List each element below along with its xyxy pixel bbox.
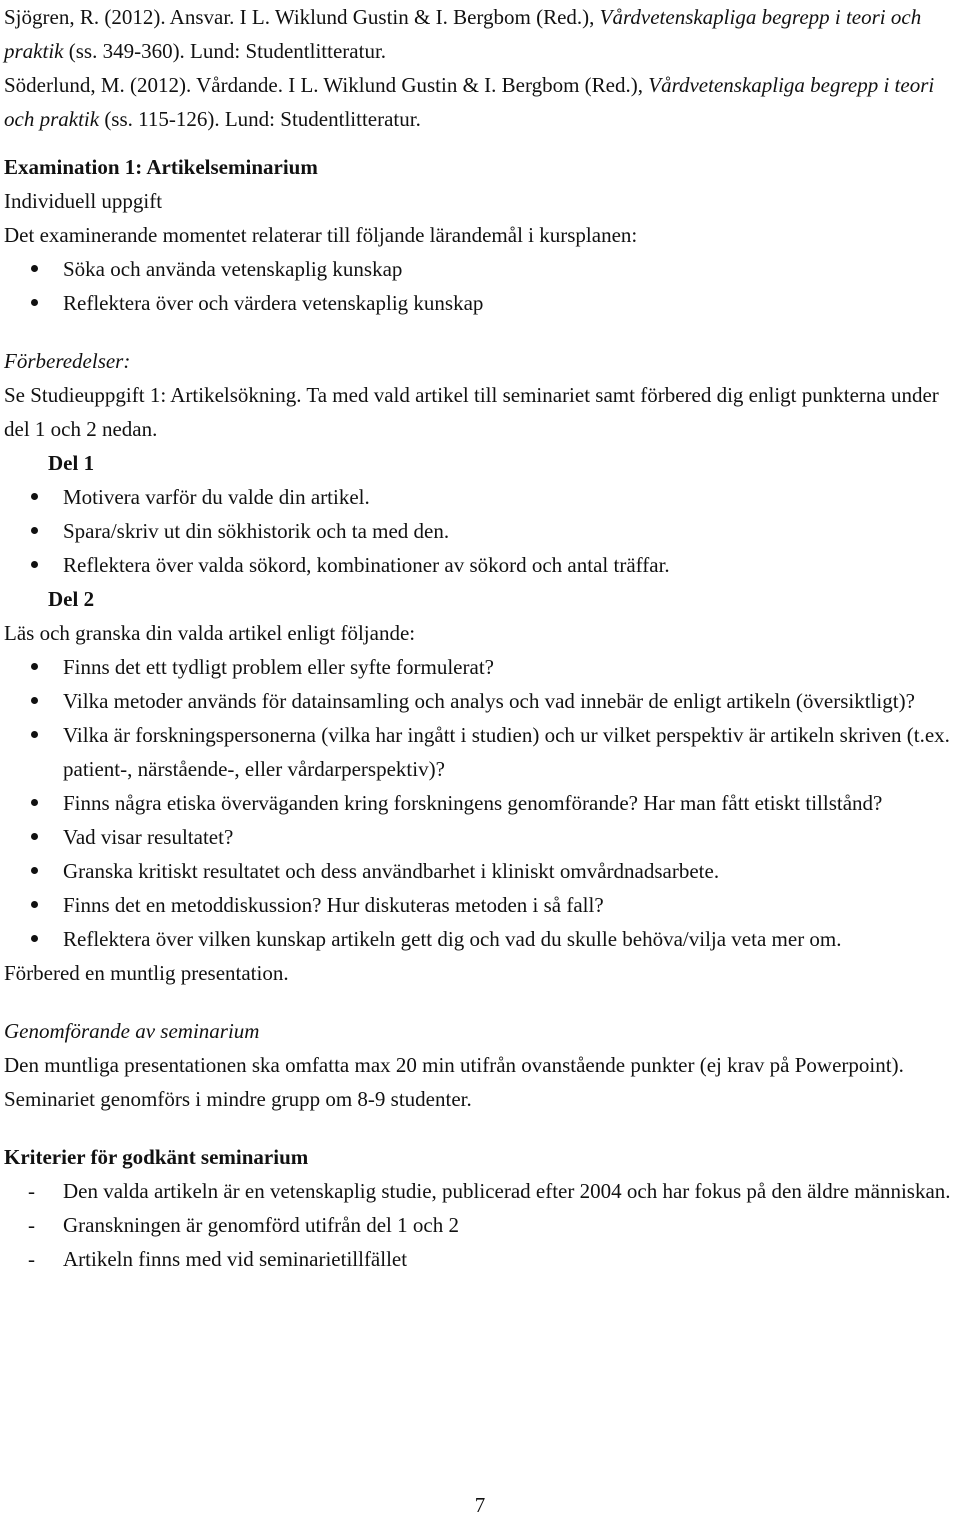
reference-book-title: Vårdvetenskapliga begrepp i teori och praktik [4,73,935,131]
part2-list [4,650,956,956]
part2-heading: Del 2 [48,587,95,611]
list-item: Vilka metoder används för datainsamling och analys och vad innebär de enligt artikeln (översiktligt)? [4,684,956,718]
reference-list [4,0,956,136]
reference-item [4,0,956,68]
part1-list [4,480,956,582]
preparations-text: Se Studieuppgift 1: Artikelsökning. Ta med vald artikel till seminariet samt förbered dig enligt punkterna under del 1 och 2 nedan. [4,383,939,441]
reference-pages: (ss. 349-360). Lund: Studentlitteratur. [68,39,387,63]
list-item: Finns några etiska överväganden kring forskningens genomförande? Har man fått etiskt tillstånd? [4,786,956,820]
list-item: Spara/skriv ut din sökhistorik och ta med den. [4,514,956,548]
exam-type: Individuell uppgift [4,189,163,213]
reference-author: Söderlund, M. (2012). Vårdande. I L. Wiklund Gustin & I. Bergbom (Red.), [4,73,643,97]
learning-goals-list [4,252,956,320]
preparations-closing: Förbered en muntlig presentation. [4,961,289,985]
list-item: Vad visar resultatet? [4,820,956,854]
exam-title: Examination 1: Artikelseminarium [4,155,318,179]
page-number: 7 [474,1493,486,1517]
reference-item [4,68,956,136]
seminar-heading: Genomförande av seminarium [4,1019,260,1043]
criteria-heading: Kriterier för godkänt seminarium [4,1145,309,1169]
reference-author: Sjögren, R. (2012). Ansvar. I L. Wiklund Gustin & I. Bergbom (Red.), [4,5,595,29]
list-item: Finns det en metoddiskussion? Hur diskuteras metoden i så fall? [4,888,956,922]
list-item: Finns det ett tydligt problem eller syfte formulerat? [4,650,956,684]
list-item: Granska kritiskt resultatet och dess användbarhet i kliniskt omvårdnadsarbete. [4,854,956,888]
reference-book-title: Vårdvetenskapliga begrepp i teori och praktik [4,5,922,63]
part2-intro: Läs och granska din valda artikel enligt följande: [4,621,416,645]
list-item: - Den valda artikeln är en vetenskaplig studie, publicerad efter 2004 och har fokus på den äldre människan. [4,1174,956,1208]
list-item: - Granskningen är genomförd utifrån del 1 och 2 [4,1208,956,1242]
criteria-list [4,1174,956,1276]
exam-intro: Det examinerande momentet relaterar till följande lärandemål i kursplanen: [4,223,638,247]
list-item: Motivera varför du valde din artikel. [4,480,956,514]
list-item: Reflektera över vilken kunskap artikeln gett dig och vad du skulle behöva/vilja veta mer om. [4,922,956,956]
list-item: Söka och använda vetenskaplig kunskap [4,252,956,286]
part1-heading: Del 1 [48,451,95,475]
list-item: Vilka är forskningspersonerna (vilka har ingått i studien) och ur vilket perspektiv är artikeln skriven (t.ex. patient-, närstående-, eller vårdarperspektiv)? [4,718,956,786]
preparations-heading: Förberedelser: [4,349,131,373]
seminar-text: Den muntliga presentationen ska omfatta max 20 min utifrån ovanstående punkter (ej krav på Powerpoint). Seminariet genomförs i mindre grupp om 8-9 studenter. [4,1053,904,1111]
document-page [4,0,956,1276]
list-item: Reflektera över och värdera vetenskaplig kunskap [4,286,956,320]
reference-pages: (ss. 115-126). Lund: Studentlitteratur. [104,107,421,131]
list-item: Reflektera över valda sökord, kombinationer av sökord och antal träffar. [4,548,956,582]
list-item: - Artikeln finns med vid seminarietillfället [4,1242,956,1276]
